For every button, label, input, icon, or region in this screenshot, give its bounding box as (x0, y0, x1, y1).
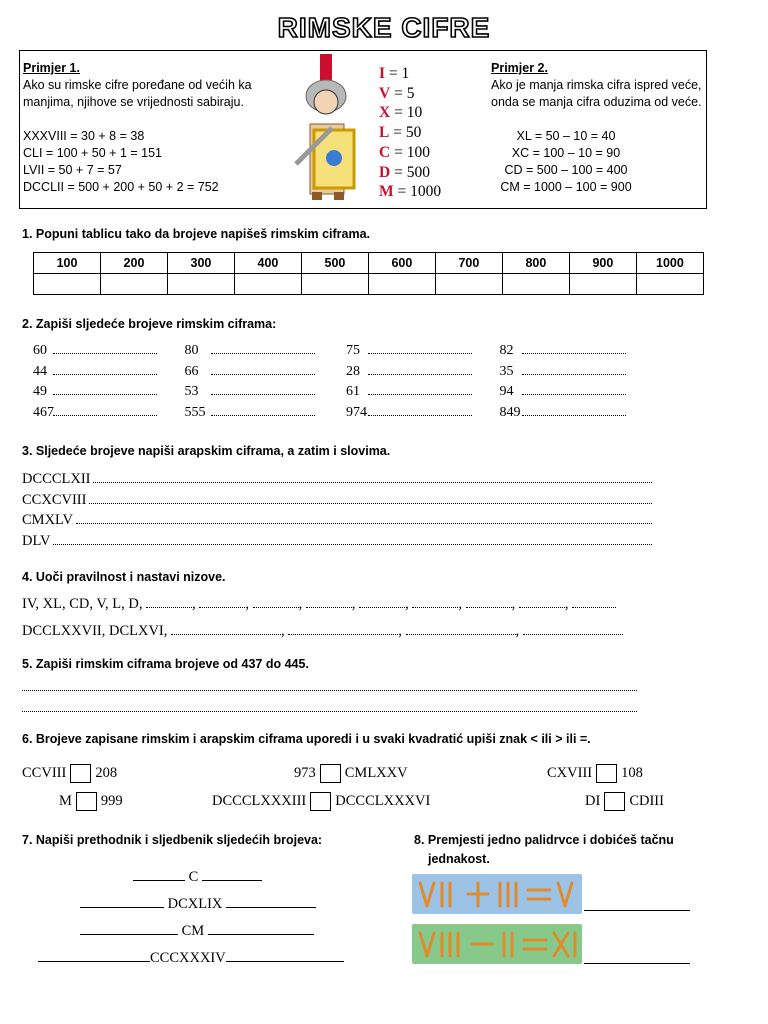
answer-cell[interactable] (167, 274, 234, 295)
example-1-text: Ako su rimske cifre poređane od većih ka (23, 78, 252, 92)
task-1-label: 1. Popuni tablicu tako da brojeve napišeš rimskim ciframa. (22, 227, 371, 241)
answer-cell[interactable] (435, 274, 502, 295)
table-header: 800 (502, 253, 569, 274)
task-3-row: CMXLV (22, 510, 652, 531)
roman-soldier-illustration (290, 52, 370, 202)
answer-line[interactable] (306, 597, 352, 608)
task-8-label: 8. Premjesti jedno palidrvce i dobićeš tačnu (414, 833, 674, 847)
answer-line[interactable] (368, 343, 472, 354)
compare-box[interactable] (604, 792, 625, 811)
compare-box[interactable] (596, 764, 617, 783)
answer-cell[interactable] (569, 274, 636, 295)
compare-pair: CXVIII 108 (547, 765, 643, 781)
task-4-sequence-1: IV, XL, CD, V, L, D, , , , , , , , , (22, 596, 616, 613)
answer-line[interactable] (38, 949, 150, 962)
answer-line[interactable] (208, 922, 314, 935)
example-2-line: XL = 50 – 10 = 40 (516, 129, 616, 143)
task-5-label: 5. Zapiši rimskim ciframa brojeve od 437 do 445. (22, 657, 309, 671)
answer-line[interactable] (253, 597, 299, 608)
example-2-lines (486, 128, 646, 196)
answer-line[interactable] (226, 895, 316, 908)
task-3-row: DCCCLXII (22, 469, 652, 490)
roman-key-row: L = 50 (379, 124, 422, 142)
compare-box[interactable] (320, 764, 341, 783)
roman-key-row: C = 100 (379, 143, 430, 161)
table-header: 1000 (636, 253, 703, 274)
page-title: RIMSKE CIFRE (277, 12, 491, 43)
example-2-line: CD = 500 – 100 = 400 (504, 163, 628, 177)
task-7-row: C (133, 868, 262, 886)
example-1-text: manjima, njihove se vrijednosti sabiraju. (23, 95, 244, 109)
answer-cell[interactable] (301, 274, 368, 295)
task-3-row: CCXCVIII (22, 490, 652, 511)
table-header: 600 (368, 253, 435, 274)
answer-line[interactable] (211, 384, 315, 395)
task-2-row: 49 53 61 94 (33, 382, 626, 403)
example-1-line: CLI = 100 + 50 + 1 = 151 (23, 146, 163, 160)
table-header: 300 (167, 253, 234, 274)
task-2-grid (33, 341, 626, 423)
answer-line[interactable] (211, 405, 315, 416)
matchstick-equation-1 (412, 874, 582, 914)
compare-pair: DI CDIII (585, 793, 664, 809)
answer-cell[interactable] (502, 274, 569, 295)
answer-line[interactable] (368, 364, 472, 375)
compare-pair: M 999 (59, 793, 123, 809)
compare-box[interactable] (310, 792, 331, 811)
answer-line[interactable] (226, 949, 344, 962)
answer-cell[interactable] (368, 274, 435, 295)
task-4-label: 4. Uoči pravilnost i nastavi nizove. (22, 570, 226, 584)
answer-line[interactable] (80, 922, 178, 935)
answer-line[interactable] (522, 384, 626, 395)
answer-line[interactable] (53, 343, 157, 354)
compare-pair: 973 CMLXXV (294, 765, 408, 781)
answer-line[interactable] (22, 701, 637, 712)
example-1 (23, 60, 252, 196)
answer-line[interactable] (523, 624, 623, 635)
answer-line[interactable] (406, 624, 516, 635)
answer-line[interactable] (89, 493, 652, 504)
answer-line[interactable] (466, 597, 512, 608)
roman-key-row: V = 5 (379, 84, 415, 102)
answer-line[interactable] (522, 405, 626, 416)
answer-line[interactable] (522, 364, 626, 375)
task-3-row: DLV (22, 531, 652, 552)
task-3-list (22, 469, 652, 552)
task-7-row: DCXLIX (80, 895, 316, 913)
answer-line[interactable] (199, 597, 245, 608)
answer-line[interactable] (53, 364, 157, 375)
roman-key-row: X = 10 (379, 104, 423, 122)
answer-line[interactable] (53, 384, 157, 395)
answer-line[interactable] (53, 534, 652, 545)
answer-line[interactable] (93, 472, 652, 483)
answer-cell[interactable] (100, 274, 167, 295)
answer-line[interactable] (146, 597, 192, 608)
table-header: 500 (301, 253, 368, 274)
roman-key (379, 64, 441, 202)
answer-cell[interactable] (34, 274, 101, 295)
answer-line[interactable] (572, 597, 616, 608)
answer-line[interactable] (359, 597, 405, 608)
example-2 (491, 60, 702, 111)
answer-line[interactable] (80, 895, 164, 908)
answer-line[interactable] (22, 680, 637, 691)
example-2-line: XC = 100 – 10 = 90 (511, 146, 621, 160)
table-header: 200 (100, 253, 167, 274)
answer-line[interactable] (368, 405, 472, 416)
answer-line[interactable] (368, 384, 472, 395)
compare-pair: CCVIII 208 (22, 765, 118, 781)
answer-line[interactable] (53, 405, 157, 416)
task-2-row: 467 555 974 849 (33, 403, 626, 424)
answer-line[interactable] (202, 868, 262, 881)
table-header: 900 (569, 253, 636, 274)
task-7-row: CCCXXXIV (38, 949, 344, 967)
example-2-heading: Primjer 2. (491, 61, 548, 75)
example-1-heading: Primjer 1. (23, 61, 80, 75)
example-2-line: CM = 1000 – 100 = 900 (500, 180, 632, 194)
task-2-row: 60 80 75 82 (33, 341, 626, 362)
answer-line[interactable] (76, 513, 652, 524)
answer-line[interactable] (288, 624, 398, 635)
roman-key-row: D = 500 (379, 163, 430, 181)
task-8-label: jednakost. (428, 852, 490, 866)
example-2-text: onda se manja cifra oduzima od veće. (491, 95, 702, 109)
task-4-sequence-2: DCCLXXVII, DCLXVI, , , , (22, 623, 623, 640)
answer-line[interactable] (211, 364, 315, 375)
example-1-line: LVII = 50 + 7 = 57 (23, 163, 122, 177)
answer-line[interactable] (133, 868, 185, 881)
answer-line[interactable] (519, 597, 565, 608)
example-1-line: XXXVIII = 30 + 8 = 38 (23, 129, 145, 143)
answer-cell[interactable] (636, 274, 703, 295)
answer-line[interactable] (584, 951, 690, 964)
example-2-text: Ako je manja rimska cifra ispred veće, (491, 78, 702, 92)
answer-line[interactable] (412, 597, 458, 608)
example-1-line: DCCLII = 500 + 200 + 50 + 2 = 752 (23, 180, 219, 194)
task-6-label: 6. Brojeve zapisane rimskim i arapskim ciframa uporedi i u svaki kvadratić upiši znak < ili > ili =. (22, 732, 591, 746)
answer-cell[interactable] (234, 274, 301, 295)
table-header: 700 (435, 253, 502, 274)
roman-key-row: M = 1000 (379, 183, 442, 201)
compare-pair: DCCCLXXXIII DCCCLXXXVI (212, 793, 431, 809)
answer-line[interactable] (584, 898, 690, 911)
answer-line[interactable] (522, 343, 626, 354)
compare-box[interactable] (70, 764, 91, 783)
task-7-label: 7. Napiši prethodnik i sljedbenik sljedećih brojeva: (22, 833, 323, 847)
task-3-label: 3. Sljedeće brojeve napiši arapskim ciframa, a zatim i slovima. (22, 444, 391, 458)
task-2-row: 44 66 28 35 (33, 362, 626, 383)
task-1-table (33, 252, 704, 295)
table-header: 400 (234, 253, 301, 274)
roman-key-row: I = 1 (379, 65, 410, 82)
matchstick-equation-2 (412, 924, 582, 964)
task-7-row: CM (80, 922, 314, 940)
answer-line[interactable] (171, 624, 281, 635)
compare-box[interactable] (76, 792, 97, 811)
task-2-label: 2. Zapiši sljedeće brojeve rimskim ciframa: (22, 317, 277, 331)
answer-line[interactable] (211, 343, 315, 354)
table-header: 100 (34, 253, 101, 274)
